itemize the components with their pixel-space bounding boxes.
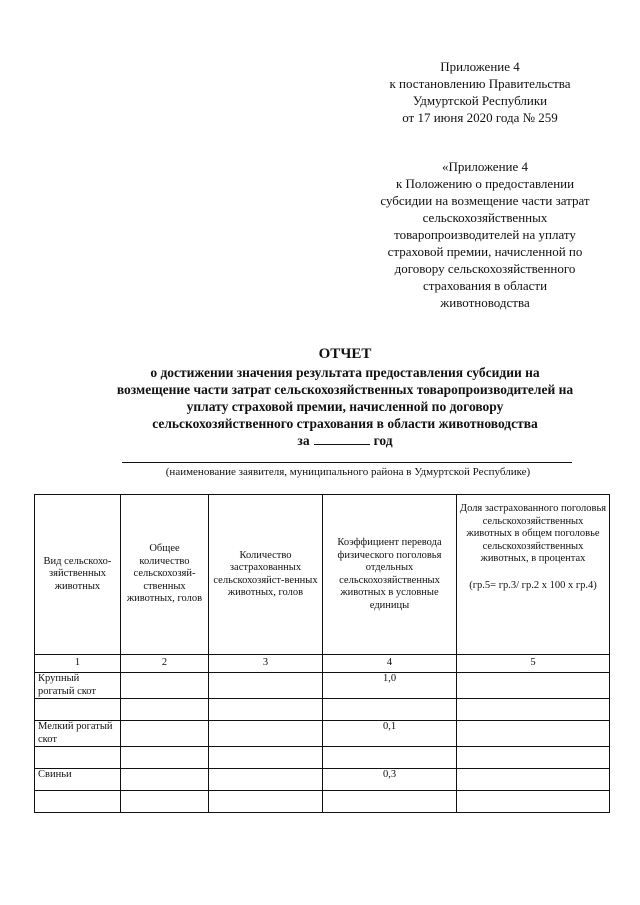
- annex-header: [360, 58, 600, 126]
- annex-sub-line: «Приложение 4: [441, 159, 529, 174]
- applicant-name-line[interactable]: [122, 462, 572, 463]
- annex-sub-line: товаропроизводителей на уплату: [394, 227, 576, 242]
- annex-sub-line: субсидии на возмещение части затрат: [380, 193, 590, 208]
- annex-sub-line: сельскохозяйственных: [422, 210, 548, 225]
- report-subtitle-line: сельскохозяйственного страхования в области животноводства: [152, 416, 538, 431]
- cell-animal-type: [35, 791, 121, 813]
- cell-share[interactable]: [457, 721, 610, 747]
- header-insured-share: [457, 495, 610, 655]
- column-number-row: [35, 655, 610, 673]
- report-subtitle-line: о достижении значения результата предоставления субсидии на: [150, 365, 540, 380]
- cell-coefficient: [323, 747, 457, 769]
- cell-coefficient: [323, 699, 457, 721]
- header-animal-type: Вид сельскохо-зяйственных животных: [35, 495, 121, 655]
- col-number: 5: [457, 655, 610, 673]
- table-row: [35, 747, 610, 769]
- cell-share[interactable]: [457, 699, 610, 721]
- cell-total[interactable]: [121, 769, 209, 791]
- table-header-row: [35, 495, 610, 655]
- annex-sub-line: страховой премии, начисленной по: [387, 244, 583, 259]
- cell-share[interactable]: [457, 791, 610, 813]
- annex-header-line: к постановлению Правительства: [389, 76, 571, 91]
- cell-insured[interactable]: [209, 747, 323, 769]
- cell-animal-type: Мелкий рогатый скот: [35, 721, 121, 747]
- header-insured-share-text: Доля застрахованного поголовья сельскохозяйственных животных в общем поголовье сельскохозяйственных животных, в процентах: [459, 503, 607, 564]
- report-subtitle: [60, 364, 630, 449]
- annex-sub-header: [365, 158, 605, 311]
- annex-header-line: Удмуртской Республики: [412, 93, 548, 108]
- annex-sub-line: договору сельскохозяйственного: [394, 261, 576, 276]
- cell-animal-type: [35, 747, 121, 769]
- annex-header-line: Приложение 4: [440, 59, 520, 74]
- cell-animal-type: [35, 699, 121, 721]
- cell-animal-type: Свиньи: [35, 769, 121, 791]
- header-total-count: Общее количество сельскохозяй-ственных животных, голов: [121, 495, 209, 655]
- cell-share[interactable]: [457, 673, 610, 699]
- table-row: [35, 673, 610, 699]
- report-subtitle-line: уплату страховой премии, начисленной по договору: [186, 399, 504, 414]
- header-insured-count: Количество застрахованных сельскохозяйст-венных животных, голов: [209, 495, 323, 655]
- cell-animal-type: Крупный рогатый скот: [35, 673, 121, 699]
- year-prefix: за: [297, 433, 310, 448]
- cell-total[interactable]: [121, 747, 209, 769]
- report-title: ОТЧЕТ: [318, 346, 372, 362]
- annex-sub-line: к Положению о предоставлении: [395, 176, 575, 191]
- cell-coefficient: 0,1: [323, 721, 457, 747]
- col-number: 3: [209, 655, 323, 673]
- report-subtitle-line: возмещение части затрат сельскохозяйственных товаропроизводителей на: [116, 382, 574, 397]
- year-blank-field[interactable]: [314, 432, 370, 445]
- report-table: [34, 494, 610, 813]
- report-year-line: [60, 432, 630, 449]
- table-row: [35, 791, 610, 813]
- table-row: [35, 721, 610, 747]
- cell-total[interactable]: [121, 673, 209, 699]
- cell-insured[interactable]: [209, 791, 323, 813]
- year-suffix: год: [373, 433, 393, 448]
- cell-insured[interactable]: [209, 699, 323, 721]
- header-formula: (гр.5= гр.3/ гр.2 х 100 х гр.4): [469, 579, 597, 591]
- annex-sub-line: животноводства: [440, 295, 530, 310]
- cell-total[interactable]: [121, 791, 209, 813]
- annex-sub-line: страхования в области: [422, 278, 548, 293]
- cell-total[interactable]: [121, 721, 209, 747]
- applicant-name-caption: (наименование заявителя, муниципального района в Удмуртской Республике): [165, 466, 531, 478]
- col-number: 4: [323, 655, 457, 673]
- table-row: [35, 699, 610, 721]
- table-row: [35, 769, 610, 791]
- cell-coefficient: 1,0: [323, 673, 457, 699]
- cell-total[interactable]: [121, 699, 209, 721]
- cell-insured[interactable]: [209, 721, 323, 747]
- cell-insured[interactable]: [209, 769, 323, 791]
- cell-coefficient: 0,3: [323, 769, 457, 791]
- col-number: 2: [121, 655, 209, 673]
- annex-header-line: от 17 июня 2020 года № 259: [402, 110, 558, 125]
- cell-coefficient: [323, 791, 457, 813]
- cell-share[interactable]: [457, 747, 610, 769]
- header-coefficient: Коэффициент перевода физического поголовья отдельных сельскохозяйственных животных в условные единицы: [323, 495, 457, 655]
- cell-share[interactable]: [457, 769, 610, 791]
- col-number: 1: [35, 655, 121, 673]
- cell-insured[interactable]: [209, 673, 323, 699]
